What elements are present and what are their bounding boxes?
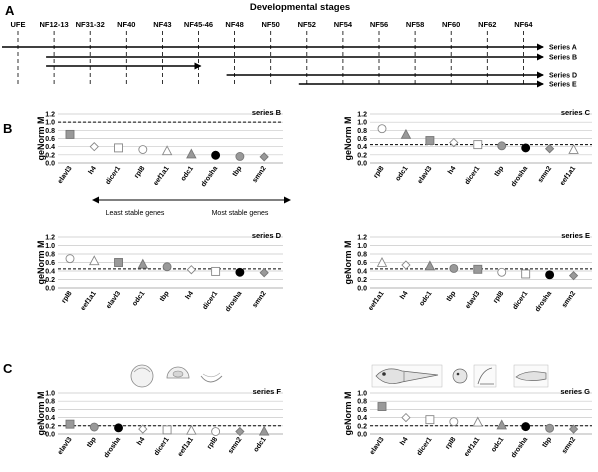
data-point-marker — [212, 428, 220, 436]
data-point-marker — [139, 146, 147, 154]
stage-label: NF12-13 — [39, 20, 69, 29]
y-tick-label: 1.2 — [357, 234, 367, 242]
y-tick-label: 0.6 — [45, 136, 55, 143]
y-tick-label: 0.0 — [45, 285, 55, 293]
y-axis-label: geNorm M — [343, 116, 353, 161]
x-category-label: tbp — [445, 290, 458, 304]
y-tick-label: 0.4 — [357, 268, 367, 276]
data-point-marker — [546, 145, 554, 153]
x-category-label: odc1 — [490, 436, 506, 454]
x-category-label: h4 — [399, 290, 410, 301]
y-tick-label: 0.8 — [45, 398, 55, 406]
x-category-label: rpl8 — [206, 436, 220, 451]
data-point-marker — [163, 146, 172, 155]
y-tick-label: 0.6 — [357, 406, 367, 414]
data-point-marker — [546, 271, 554, 279]
y-tick-label: 0.2 — [357, 423, 367, 431]
x-category-label: eef1a1 — [176, 436, 195, 459]
y-tick-label: 0.6 — [357, 136, 367, 143]
most-stable-label: Most stable genes — [211, 210, 269, 217]
tadpole-sketch — [453, 369, 467, 383]
tadpole-sketch — [514, 365, 548, 387]
x-category-label: h4 — [184, 290, 195, 301]
data-point-marker — [378, 125, 386, 133]
x-category-label: odc1 — [131, 290, 147, 308]
genorm-chart — [343, 108, 592, 188]
series-label: Series A — [549, 44, 577, 52]
stage-label: NF56 — [369, 20, 389, 29]
x-category-label: odc1 — [179, 165, 195, 183]
panel-a-letter: A — [5, 3, 15, 18]
y-tick-label: 1.0 — [357, 243, 367, 250]
x-category-label: tbp — [493, 165, 506, 179]
x-category-label: tbp — [541, 436, 554, 450]
x-category-label: eef1a1 — [79, 290, 98, 313]
data-point-marker — [260, 427, 269, 436]
y-axis-label: geNorm M — [343, 391, 353, 436]
x-category-label: dicer1 — [104, 165, 123, 187]
data-point-marker — [498, 268, 506, 276]
data-point-marker — [570, 272, 578, 280]
y-tick-label: 1.2 — [45, 234, 55, 242]
x-category-label: elavl3 — [56, 436, 74, 457]
y-tick-label: 0.6 — [357, 260, 367, 267]
y-axis-label: geNorm M — [36, 116, 46, 161]
data-point-marker — [498, 142, 506, 150]
data-point-marker — [90, 423, 98, 431]
data-point-marker — [66, 255, 74, 263]
y-tick-label: 0.0 — [357, 431, 367, 439]
data-point-marker — [138, 260, 147, 269]
chart-title: series E — [561, 231, 590, 240]
y-tick-label: 0.4 — [45, 144, 55, 152]
y-tick-label: 0.0 — [357, 160, 367, 168]
x-category-label: rpl8 — [492, 290, 506, 305]
y-tick-label: 0.8 — [45, 127, 55, 135]
y-tick-label: 0.0 — [45, 160, 55, 168]
data-point-marker — [522, 144, 530, 152]
data-point-marker — [522, 423, 530, 431]
data-point-marker — [450, 418, 458, 426]
x-category-label: dicer1 — [415, 436, 434, 458]
data-point-marker — [115, 259, 123, 267]
x-category-label: odc1 — [252, 436, 268, 454]
y-tick-label: 0.6 — [45, 406, 55, 414]
x-category-label: elavl3 — [368, 436, 386, 457]
stage-label: NF52 — [297, 20, 316, 29]
panel-c-letter: C — [3, 361, 13, 376]
data-point-marker — [473, 418, 482, 427]
y-tick-label: 1.0 — [45, 119, 55, 127]
y-tick-label: 0.8 — [357, 127, 367, 135]
x-category-label: drosha — [534, 290, 554, 314]
x-category-label: drosha — [103, 436, 123, 460]
y-tick-label: 1.0 — [45, 390, 55, 398]
data-point-marker — [569, 145, 578, 154]
data-point-marker — [187, 149, 196, 158]
chart-title: series C — [560, 108, 590, 117]
data-point-marker — [426, 137, 434, 145]
stage-label: NF45-46 — [183, 20, 214, 29]
data-point-marker — [66, 420, 74, 428]
panel-a-title: Developmental stages — [249, 2, 351, 13]
x-category-label: dicer1 — [153, 436, 171, 458]
x-category-label: drosha — [510, 436, 530, 460]
stage-label: NF64 — [514, 20, 533, 29]
data-point-marker — [522, 270, 530, 278]
y-tick-label: 0.8 — [357, 251, 367, 259]
x-category-label: drosha — [224, 290, 244, 314]
x-category-label: odc1 — [394, 165, 410, 183]
x-category-label: rpl8 — [133, 165, 147, 180]
y-tick-label: 0.6 — [45, 260, 55, 267]
chart-title: series F — [252, 387, 281, 396]
y-tick-label: 0.4 — [45, 415, 55, 423]
stage-label: NF60 — [442, 20, 461, 29]
genorm-chart — [343, 231, 592, 313]
data-point-marker — [187, 426, 196, 435]
x-category-label: h4 — [136, 436, 147, 447]
data-point-marker — [115, 144, 123, 152]
y-tick-label: 0.4 — [357, 144, 367, 152]
y-tick-label: 0.2 — [45, 423, 55, 431]
stage-label: NF31-32 — [75, 20, 105, 29]
y-tick-label: 0.2 — [357, 152, 367, 160]
y-tick-label: 1.2 — [357, 111, 367, 119]
x-category-label: dicer1 — [201, 290, 220, 312]
x-category-label: smn2 — [537, 165, 554, 185]
data-point-marker — [378, 403, 386, 411]
x-category-label: dicer1 — [511, 290, 530, 312]
x-category-label: eef1a1 — [152, 165, 171, 188]
data-point-marker — [115, 424, 123, 432]
data-point-marker — [163, 263, 171, 271]
stability-arrow — [93, 200, 290, 217]
x-category-label: elavl3 — [105, 290, 123, 311]
x-category-label: elavl3 — [416, 165, 434, 186]
data-point-marker — [90, 256, 99, 265]
embryo-sketch — [131, 365, 153, 387]
x-category-label: rpl8 — [444, 436, 458, 451]
data-point-marker — [212, 151, 220, 159]
embryo-sketch — [201, 373, 222, 382]
x-category-label: dicer1 — [463, 165, 482, 187]
x-category-label: eef1a1 — [463, 436, 482, 459]
tadpole-sketch — [474, 365, 496, 387]
x-category-label: smn2 — [560, 290, 578, 310]
genorm-charts — [36, 108, 592, 459]
stage-label: NF48 — [225, 20, 244, 29]
y-tick-label: 0.0 — [357, 285, 367, 293]
x-category-label: tbp — [231, 165, 244, 179]
genorm-chart — [36, 231, 283, 313]
data-point-marker — [401, 130, 410, 139]
y-axis-label: geNorm M — [36, 240, 46, 285]
x-category-label: rpl8 — [60, 290, 74, 305]
data-point-marker — [187, 266, 195, 274]
genorm-chart — [36, 387, 283, 459]
y-tick-label: 1.0 — [45, 243, 55, 250]
stage-label: NF62 — [478, 20, 497, 29]
y-tick-label: 0.2 — [45, 277, 55, 284]
data-point-marker — [260, 269, 268, 277]
stage-label: NF54 — [333, 20, 353, 29]
data-point-marker — [66, 130, 74, 138]
x-category-label: elavl3 — [56, 165, 74, 186]
x-category-label: eef1a1 — [558, 165, 578, 188]
y-tick-label: 0.8 — [45, 251, 55, 259]
x-category-label: drosha — [200, 165, 220, 189]
chart-title: series B — [251, 108, 281, 117]
y-axis-label: geNorm M — [36, 391, 46, 436]
stage-label: UFE — [10, 20, 26, 29]
data-point-marker — [90, 143, 98, 151]
data-point-marker — [260, 153, 268, 161]
panel-b-letter: B — [3, 121, 13, 136]
x-category-label: odc1 — [418, 290, 434, 308]
series-label: Series B — [549, 54, 578, 62]
y-tick-label: 1.2 — [45, 111, 55, 119]
data-point-marker — [236, 268, 244, 276]
chart-title: series G — [560, 387, 590, 396]
data-point-marker — [426, 416, 434, 424]
x-category-label: rpl8 — [372, 165, 386, 180]
x-category-label: drosha — [510, 165, 530, 189]
x-category-label: smn2 — [251, 290, 268, 310]
y-tick-label: 0.4 — [45, 268, 55, 276]
data-point-marker — [450, 264, 458, 272]
x-category-label: h4 — [447, 165, 458, 176]
data-point-marker — [212, 267, 220, 275]
series-label: Series D — [549, 72, 578, 80]
data-point-marker — [163, 426, 171, 434]
embryo-sketch — [167, 367, 189, 378]
tadpole-sketch — [372, 365, 442, 387]
x-category-label: smn2 — [560, 436, 578, 456]
x-category-label: tbp — [85, 436, 98, 450]
x-category-label: tbp — [158, 290, 171, 304]
data-point-marker — [402, 414, 410, 422]
data-point-marker — [450, 139, 458, 147]
genorm-chart — [36, 108, 283, 188]
y-tick-label: 0.4 — [357, 415, 367, 423]
x-category-label: elavl3 — [464, 290, 482, 311]
x-category-label: smn2 — [251, 165, 268, 185]
data-point-marker — [497, 420, 506, 429]
stage-timeline — [2, 20, 577, 89]
x-category-label: smn2 — [227, 436, 244, 456]
stage-label: NF58 — [405, 20, 425, 29]
y-tick-label: 0.0 — [45, 431, 55, 439]
x-category-label: h4 — [399, 436, 410, 447]
least-stable-label: Least stable genes — [105, 210, 165, 217]
y-tick-label: 1.0 — [357, 390, 367, 398]
y-tick-label: 0.2 — [357, 277, 367, 284]
x-category-label: h4 — [87, 165, 98, 176]
embryo-sketches-series-f — [131, 365, 222, 387]
tadpole-sketches-series-g — [372, 365, 548, 387]
series-label: Series E — [549, 81, 577, 89]
x-category-label: eef1a1 — [367, 290, 386, 313]
genorm-chart — [343, 387, 592, 459]
y-tick-label: 0.2 — [45, 152, 55, 160]
y-tick-label: 1.0 — [357, 119, 367, 127]
chart-title: series D — [251, 231, 281, 240]
stage-label: NF40 — [117, 20, 136, 29]
data-point-marker — [474, 141, 482, 149]
data-point-marker — [474, 265, 482, 273]
data-point-marker — [546, 424, 554, 432]
stage-label: NF43 — [153, 20, 172, 29]
y-axis-label: geNorm M — [343, 240, 353, 285]
data-point-marker — [236, 152, 244, 160]
stage-label: NF50 — [261, 20, 280, 29]
y-tick-label: 0.8 — [357, 398, 367, 406]
